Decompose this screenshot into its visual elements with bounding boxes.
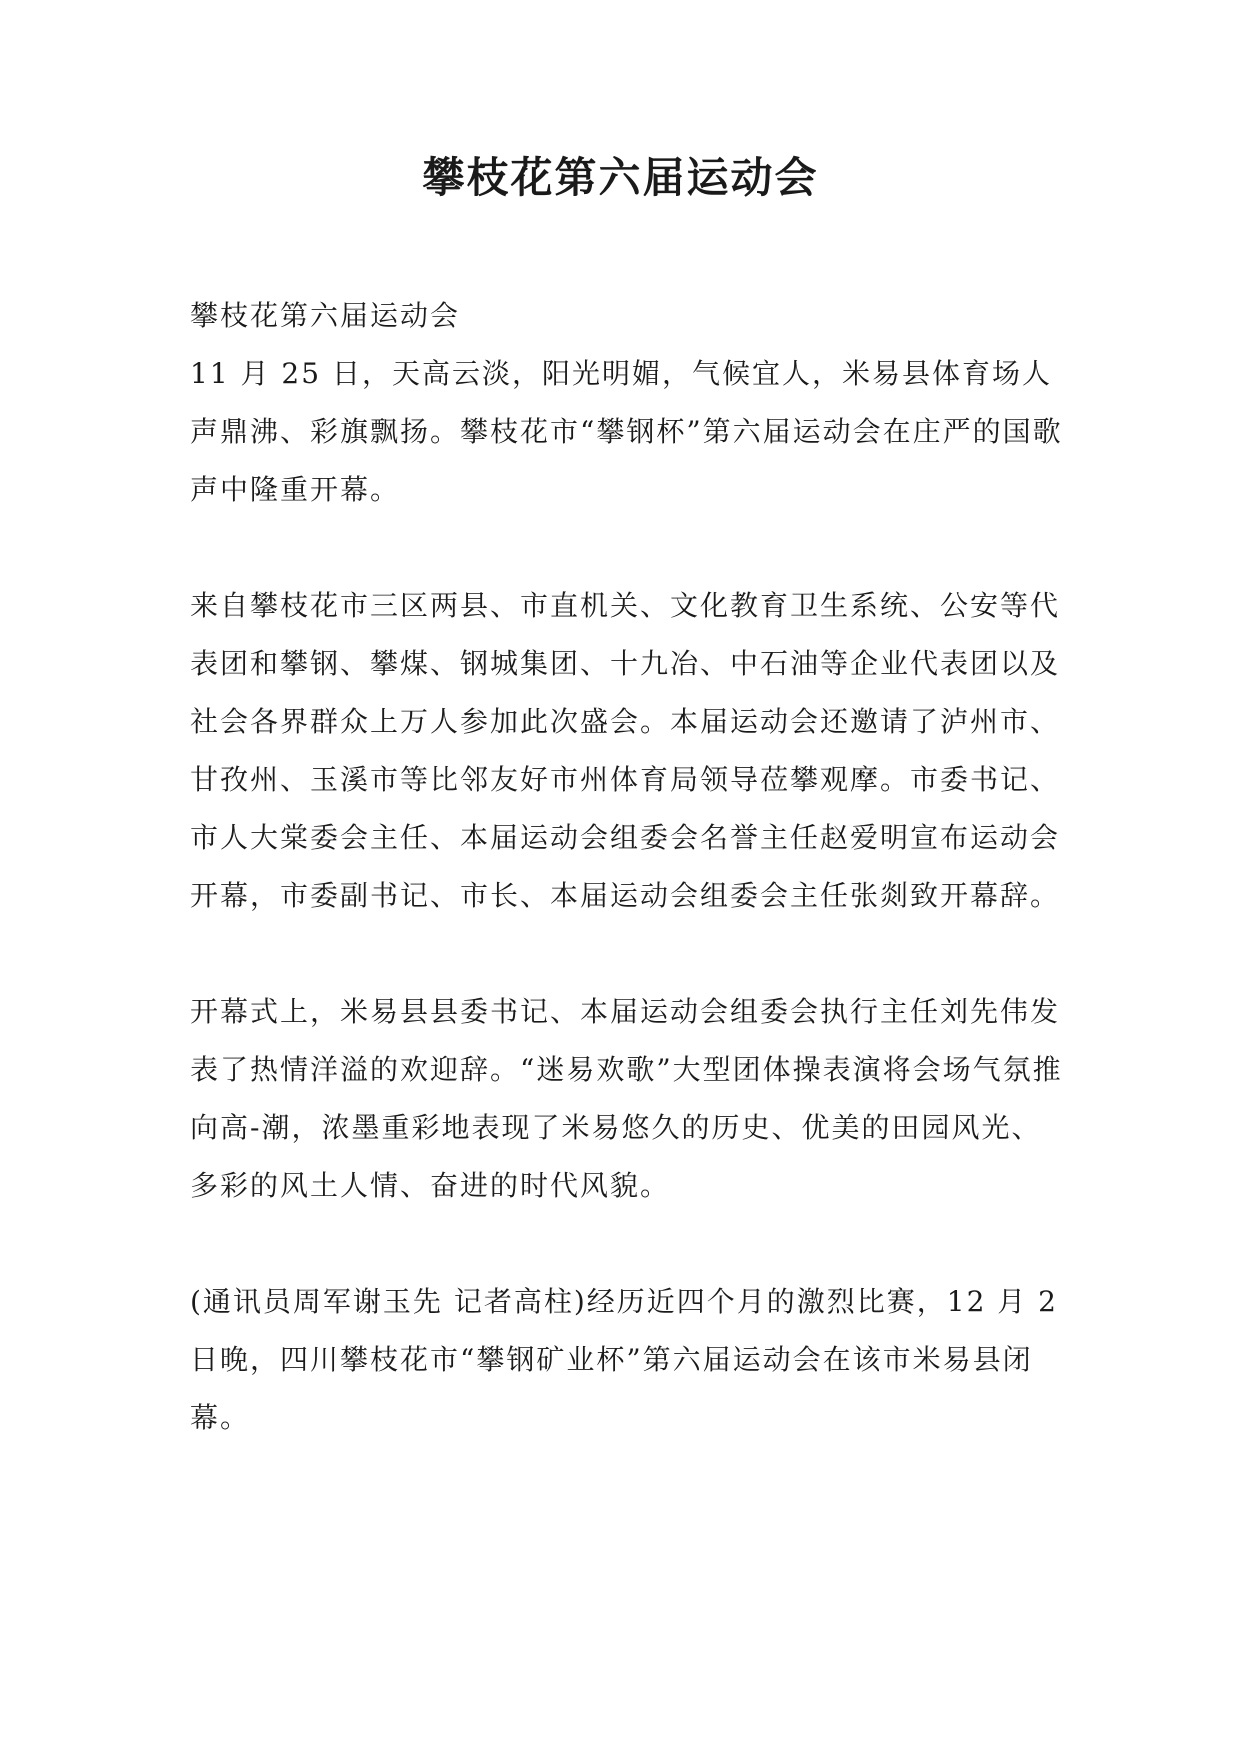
- participants-paragraph: 来自攀枝花市三区两县、市直机关、文化教育卫生系统、公安等代表团和攀钢、攀煤、钢城集团、十九冶、中石油等企业代表团以及社会各界群众上万人参加此次盛会。本届运动会还邀请了泸州市、甘孜州、玉溪市等比邻友好市州体育局领导莅攀观摩。市委书记、市人大棠委会主任、本届运动会组委会名誉主任赵爱明宣布运动会开幕，市委副书记、市长、本届运动会组委会主任张剡致开幕辞。: [190, 589, 1061, 912]
- paragraph-spacer: [190, 925, 1065, 983]
- closing-paragraph: (通讯员周军谢玉先 记者高柱)经历近四个月的激烈比赛，12 月 2 日晚，四川攀枝花市“攀钢矿业杯”第六届运动会在该市米易县闭幕。: [190, 1285, 1058, 1434]
- ceremony-paragraph: 开幕式上，米易县县委书记、本届运动会组委会执行主任刘先伟发表了热情洋溢的欢迎辞。“迷易欢歌”大型团体操表演将会场气氛推向高-潮，浓墨重彩地表现了米易悠久的历史、优美的田园风光、多彩的风土人情、奋进的时代风貌。: [190, 995, 1063, 1202]
- subtitle-paragraph: 攀枝花第六届运动会: [190, 299, 461, 332]
- document-body: [190, 287, 1065, 1447]
- paragraph-spacer: [190, 519, 1065, 577]
- paragraph-spacer: [190, 1215, 1065, 1273]
- opening-paragraph: 11 月 25 日，天高云淡，阳光明媚，气候宜人，米易县体育场人声鼎沸、彩旗飘扬。攀枝花市“攀钢杯”第六届运动会在庄严的国歌声中隆重开幕。: [190, 357, 1063, 506]
- document-title: 攀枝花第六届运动会: [422, 153, 819, 202]
